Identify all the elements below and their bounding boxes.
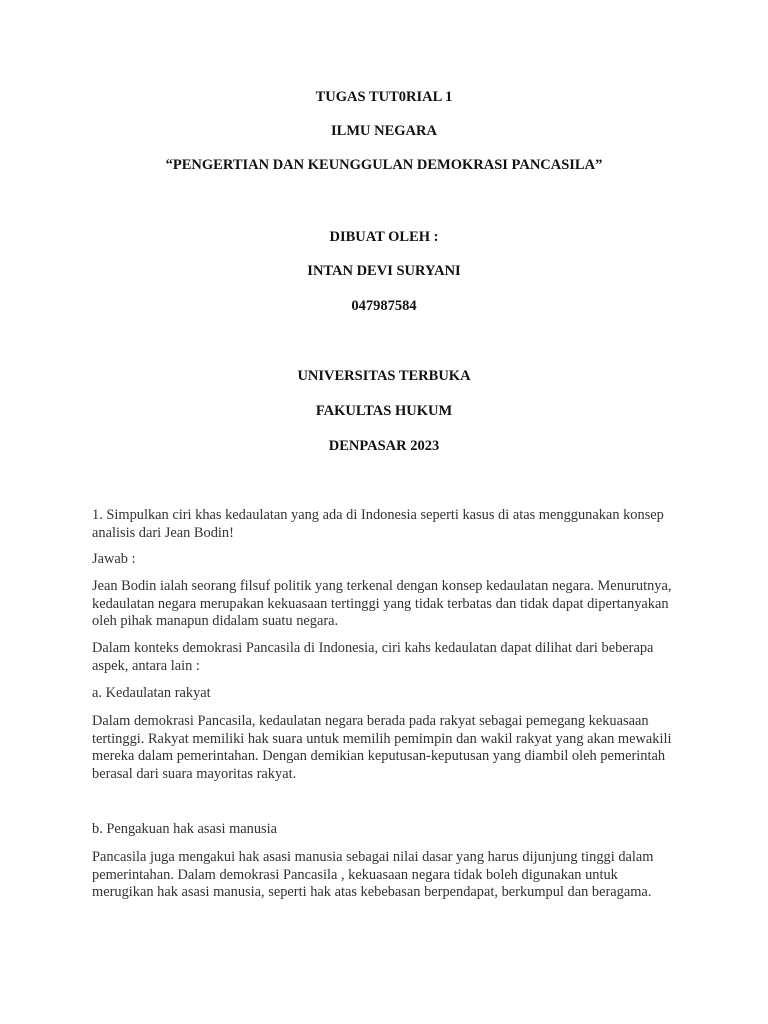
heading-hak-asasi-manusia: b. Pengakuan hak asasi manusia	[92, 821, 278, 837]
paragraph-kedaulatan-rakyat: Dalam demokrasi Pancasila, kedaulatan negara berada pada rakyat sebagai pemegang kekuasaan tertinggi. Rakyat memiliki hak suara untuk memilih pemimpin dan wakil rakyat yang akan mewakili mereka dalam pemerintahan. Dengan demikian keputusan-keputusan yang diambil oleh pemerintah berasal dari suara mayoritas rakyat.	[92, 713, 672, 782]
question-text: 1. Simpulkan ciri khas kedaulatan yang ada di Indonesia seperti kasus di atas menggunakan konsep analisis dari Jean Bodin!	[92, 507, 664, 541]
paragraph-hak-asasi-manusia: Pancasila juga mengakui hak asasi manusia sebagai nilai dasar yang harus dijunjung tinggi dalam pemerintahan. Dalam demokrasi Pancasila , kekuasaan negara tidak boleh digunakan untuk merugikan hak asasi manusia, seperti hak atas kebebasan berpendapat, berkumpul dan beragama.	[92, 849, 654, 900]
cover-place-year: DENPASAR 2023	[328, 438, 440, 454]
answer-label: Jawab :	[92, 551, 136, 567]
cover-student-id: 047987584	[351, 298, 417, 314]
cover-topic: “PENGERTIAN DAN KEUNGGULAN DEMOKRASI PANCASILA”	[165, 157, 603, 173]
paragraph-bodin: Jean Bodin ialah seorang filsuf politik yang terkenal dengan konsep kedaulatan negara. Menurutnya, kedaulatan negara merupakan kekuasaan tertinggi yang tidak terbatas dan tidak dapat dipertanyakan oleh pihak manapun didalam suatu negara.	[92, 578, 672, 629]
cover-faculty: FAKULTAS HUKUM	[315, 403, 453, 419]
cover-university: UNIVERSITAS TERBUKA	[297, 368, 471, 384]
cover-author: INTAN DEVI SURYANI	[307, 263, 461, 279]
cover-made-by-label: DIBUAT OLEH :	[329, 229, 439, 245]
cover-title: TUGAS TUT0RIAL 1	[315, 89, 453, 105]
cover-subject: ILMU NEGARA	[331, 123, 437, 139]
paragraph-context: Dalam konteks demokrasi Pancasila di Indonesia, ciri kahs kedaulatan dapat dilihat dari beberapa aspek, antara lain :	[92, 640, 654, 674]
heading-kedaulatan-rakyat: a. Kedaulatan rakyat	[92, 685, 211, 701]
